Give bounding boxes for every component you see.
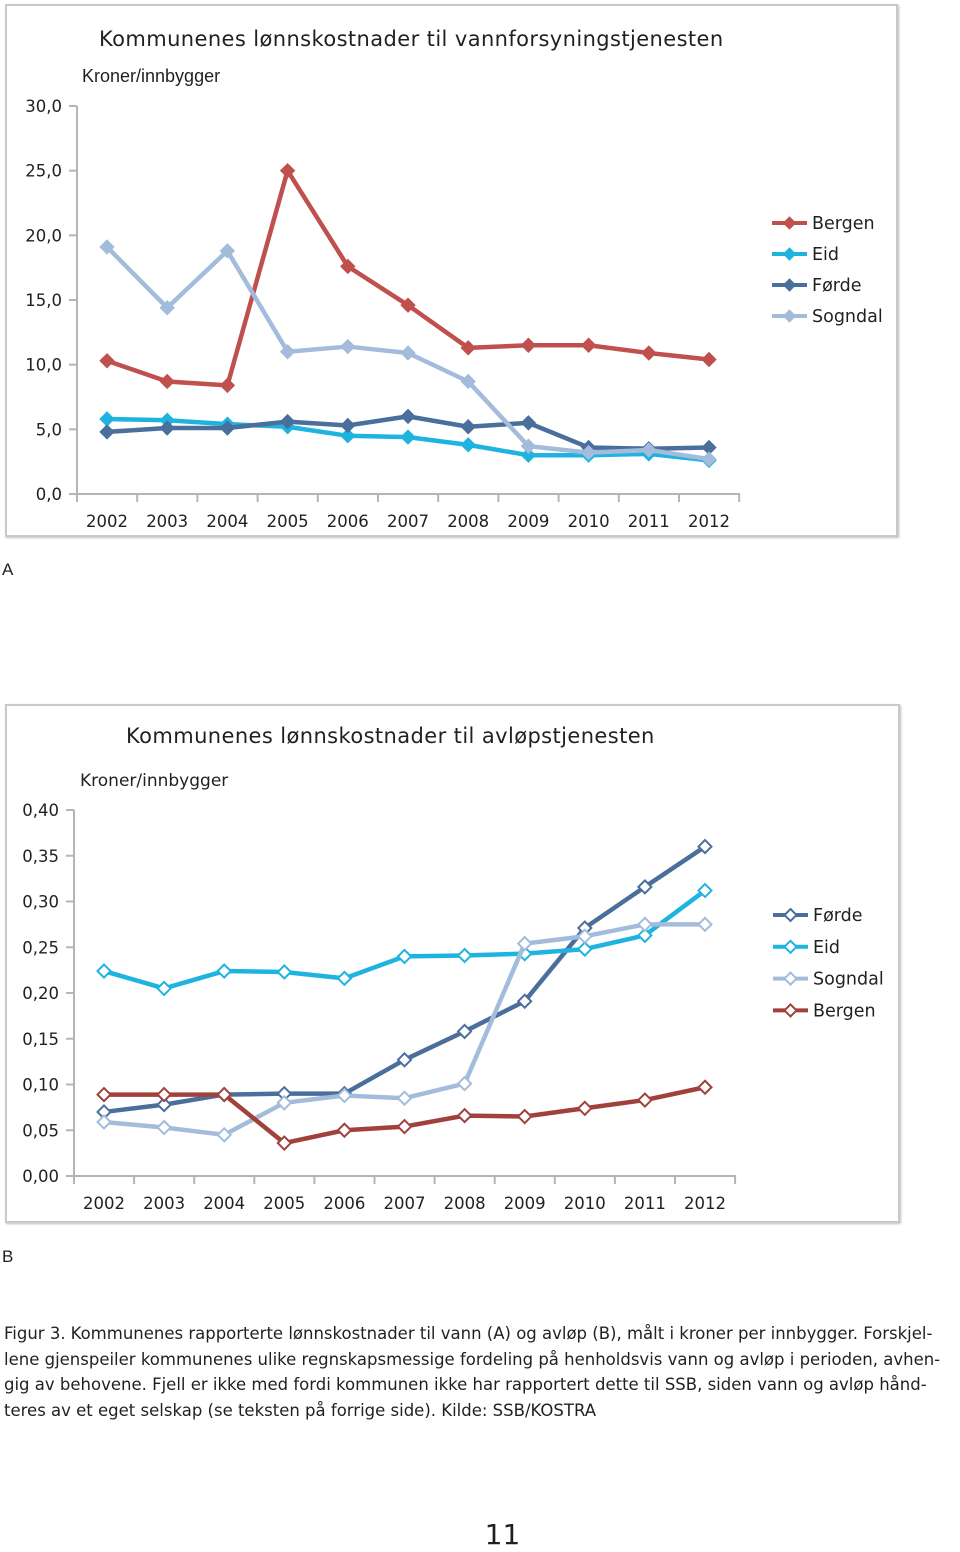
x-tick-label: 2004 xyxy=(206,512,249,531)
panel-label-a: A xyxy=(2,560,14,579)
data-point xyxy=(338,1124,351,1137)
figure-label: Figur 3. xyxy=(4,1324,66,1343)
y-tick-label: 15,0 xyxy=(25,291,62,310)
legend-marker xyxy=(785,941,797,953)
y-axis-unit-label: Kroner/innbygger xyxy=(82,66,221,86)
y-tick-label: 0,40 xyxy=(22,801,59,820)
y-tick-label: 0,0 xyxy=(35,485,62,504)
x-tick-label: 2009 xyxy=(507,512,550,531)
legend-entry xyxy=(773,1001,876,1021)
data-point xyxy=(98,1088,111,1101)
data-point xyxy=(218,965,231,978)
data-point xyxy=(699,1081,712,1094)
legend-label: Sogndal xyxy=(812,307,883,327)
y-tick-label: 5,0 xyxy=(35,420,62,440)
y-tick-label: 0,05 xyxy=(22,1121,59,1141)
panel-label-b: B xyxy=(2,1247,14,1266)
y-tick-label: 25,0 xyxy=(25,161,62,181)
legend-marker xyxy=(785,973,797,985)
data-point xyxy=(458,1109,471,1122)
legend-entry xyxy=(773,906,863,926)
legend-marker xyxy=(785,909,797,921)
y-tick-label: 10,0 xyxy=(25,355,62,375)
data-point xyxy=(638,918,651,931)
y-tick-label: 0,10 xyxy=(22,1075,59,1095)
y-axis-unit-label: Kroner/innbygger xyxy=(80,771,229,791)
legend-label: Sogndal xyxy=(813,969,884,990)
x-tick-label: 2006 xyxy=(323,1194,366,1213)
y-tick-label: 0,30 xyxy=(22,892,59,912)
x-tick-label: 2009 xyxy=(503,1194,546,1213)
data-point xyxy=(578,1102,591,1115)
data-point xyxy=(398,1120,411,1133)
legend-label: Eid xyxy=(812,245,840,265)
data-point xyxy=(518,1110,531,1123)
data-point xyxy=(98,1116,111,1129)
data-point xyxy=(338,972,351,985)
y-tick-label: 0,35 xyxy=(22,846,59,866)
data-point xyxy=(278,965,291,978)
data-point xyxy=(398,1092,411,1105)
data-point xyxy=(578,943,591,956)
figure-caption xyxy=(4,1321,954,1423)
x-tick-label: 2006 xyxy=(326,512,369,531)
data-point xyxy=(638,1094,651,1107)
chart-title: Kommunenes lønnskostnader til vannforsyningstjenesten xyxy=(99,27,724,51)
y-tick-label: 0,00 xyxy=(22,1167,59,1186)
x-tick-label: 2010 xyxy=(567,512,610,531)
y-tick-label: 0,20 xyxy=(22,984,59,1003)
y-tick-label: 0,15 xyxy=(22,1029,59,1049)
chart-title: Kommunenes lønnskostnader til avløpstjenesten xyxy=(126,724,655,748)
x-tick-label: 2003 xyxy=(146,512,189,531)
data-point xyxy=(518,937,531,950)
x-tick-label: 2007 xyxy=(383,1194,426,1213)
legend-label: Førde xyxy=(812,276,862,296)
legend-entry xyxy=(773,938,840,958)
data-point xyxy=(458,949,471,962)
y-tick-label: 20,0 xyxy=(25,226,62,246)
x-tick-label: 2012 xyxy=(688,512,730,531)
x-tick-label: 2003 xyxy=(143,1194,186,1213)
x-tick-label: 2005 xyxy=(266,512,309,531)
legend-label: Førde xyxy=(813,906,863,926)
x-tick-label: 2005 xyxy=(263,1194,306,1213)
y-tick-label: 0,25 xyxy=(22,938,59,958)
data-point xyxy=(458,1077,471,1090)
data-point xyxy=(158,1121,171,1134)
legend-marker xyxy=(785,1004,797,1016)
series-eid xyxy=(98,884,712,995)
legend-entry xyxy=(773,970,884,990)
data-point xyxy=(158,982,171,995)
x-tick-label: 2004 xyxy=(203,1194,246,1213)
x-tick-label: 2011 xyxy=(627,512,670,531)
data-point xyxy=(398,950,411,963)
x-tick-label: 2010 xyxy=(563,1194,606,1213)
x-tick-label: 2007 xyxy=(387,512,429,531)
x-tick-label: 2011 xyxy=(623,1194,666,1213)
data-point xyxy=(158,1088,171,1101)
data-point xyxy=(98,965,111,978)
y-tick-label: 30,0 xyxy=(25,97,62,116)
x-tick-label: 2012 xyxy=(684,1194,726,1213)
x-tick-label: 2008 xyxy=(443,1194,486,1213)
x-tick-label: 2002 xyxy=(83,1194,125,1213)
legend-label: Bergen xyxy=(812,214,875,234)
x-tick-label: 2008 xyxy=(447,512,490,531)
legend-label: Bergen xyxy=(813,1001,876,1022)
legend-label: Eid xyxy=(813,937,841,958)
figure-caption-text: Kommunenes rapporterte lønnskostnader til vann (A) og avløp (B), målt i kroner per innbygger. Forskjellene gjenspeiler kommunenes ulike regnskapsmessige fordeling på henholdsvis vann og avløp i perioden, avhengig av behovene. Fjell er ikke med fordi kommunen ikke har rapportert dette til SSB, siden vann og avløp håndteres av et eget selskap (se teksten på forrige side). Kilde: SSB/KOSTRA xyxy=(4,1324,941,1420)
data-point xyxy=(699,918,712,931)
page-number: 11 xyxy=(484,1518,521,1551)
x-tick-label: 2002 xyxy=(86,512,128,531)
